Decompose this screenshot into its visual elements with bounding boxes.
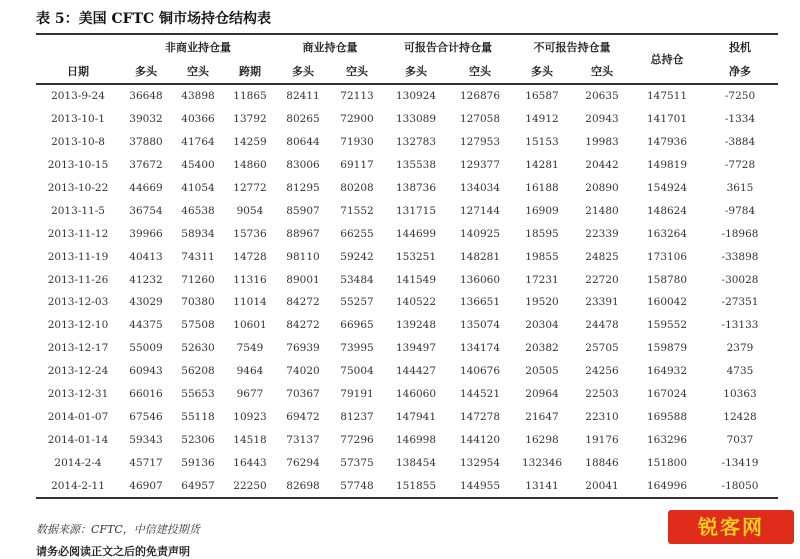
- table-cell: 43029: [129, 296, 163, 309]
- table-cell: 64957: [181, 479, 215, 492]
- table-cell: 77296: [340, 433, 374, 446]
- header-noncommercial: 非商业持仓量: [165, 41, 231, 54]
- table-cell: 22503: [585, 388, 619, 401]
- table-cell: 14281: [525, 159, 559, 172]
- table-cell: 22339: [585, 227, 619, 240]
- table-cell: 55257: [340, 296, 374, 309]
- table-cell: 132783: [395, 136, 437, 149]
- table-cell: 39032: [129, 113, 163, 126]
- table-cell: 76294: [286, 456, 320, 469]
- table-row: [36, 245, 778, 268]
- table-cell: 4735: [726, 365, 754, 378]
- table-cell: 164996: [646, 479, 688, 492]
- table-cell: 163296: [646, 433, 688, 446]
- table-cell: 19855: [525, 250, 559, 263]
- cell-date: 2014-01-07: [47, 410, 109, 423]
- table-cell: 9054: [236, 204, 264, 217]
- table-row: [36, 131, 778, 154]
- table-cell: 83006: [286, 159, 320, 172]
- table-cell: 56208: [181, 365, 215, 378]
- watermark-text: 锐客网: [698, 515, 764, 539]
- table-cell: 138736: [395, 182, 437, 194]
- table-cell: 13141: [525, 479, 559, 492]
- table-cell: 138454: [395, 456, 437, 469]
- cell-date: 2013-11-5: [51, 204, 105, 217]
- table-cell: 127144: [459, 204, 501, 217]
- table-cell: 13792: [233, 113, 267, 126]
- table-row: [36, 177, 778, 200]
- cell-date: 2013-10-8: [51, 136, 105, 149]
- table-cell: 84272: [286, 296, 320, 309]
- table-row: [36, 428, 778, 451]
- cell-date: 2013-10-22: [47, 182, 109, 194]
- table-row: [36, 314, 778, 337]
- cell-date: 2013-10-1: [51, 113, 105, 126]
- header-commercial: 商业持仓量: [302, 41, 358, 54]
- table-cell: 140676: [459, 365, 501, 378]
- table-cell: 21480: [585, 204, 619, 217]
- table-row: [36, 222, 778, 245]
- cell-date: 2014-2-4: [54, 456, 102, 469]
- header-blank: [36, 34, 120, 59]
- cell-date: 2013-12-03: [47, 296, 109, 309]
- table-cell: 41232: [129, 273, 163, 286]
- table-cell: 53484: [340, 273, 374, 286]
- cftc-copper-position-table: [36, 33, 778, 499]
- table-cell: 21647: [525, 410, 559, 423]
- table-cell: 20382: [525, 342, 559, 355]
- table-cell: 37880: [129, 136, 163, 149]
- table-cell: 80208: [340, 182, 374, 194]
- table-cell: 20505: [525, 365, 559, 378]
- table-cell: 14912: [525, 113, 559, 126]
- table-cell: 159552: [646, 319, 688, 332]
- table-cell: 40413: [129, 250, 163, 263]
- table-cell: 12428: [723, 410, 757, 423]
- table-cell: 59242: [340, 250, 374, 263]
- table-cell: 69117: [340, 159, 374, 172]
- table-cell: 14518: [233, 433, 267, 446]
- table-cell: 158780: [646, 273, 688, 286]
- table-row: [36, 337, 778, 360]
- table-cell: 153251: [395, 250, 437, 263]
- table-cell: 20964: [525, 388, 559, 401]
- table-cell: 14860: [233, 159, 267, 172]
- table-cell: 163264: [646, 227, 688, 240]
- table-cell: 44375: [129, 319, 163, 332]
- header-nc-spread: 跨期: [239, 65, 261, 78]
- table-cell: 24825: [585, 250, 619, 263]
- table-cell: 44669: [129, 182, 163, 194]
- table-cell: 58934: [181, 227, 215, 240]
- cell-date: 2013-12-17: [47, 342, 109, 355]
- table-cell: 169588: [646, 410, 688, 423]
- table-cell: -30028: [721, 273, 759, 286]
- table-cell: 7549: [236, 342, 264, 355]
- table-cell: 55118: [181, 410, 215, 423]
- table-cell: 16909: [525, 204, 559, 217]
- table-cell: 37672: [129, 159, 163, 172]
- table-row: [36, 199, 778, 222]
- table-cell: 59136: [181, 456, 215, 469]
- table-cell: 151800: [646, 456, 688, 469]
- table-cell: 147936: [646, 136, 688, 149]
- table-cell: 55653: [181, 388, 215, 401]
- table-cell: 11865: [233, 90, 267, 103]
- table-cell: 75004: [340, 365, 374, 378]
- table-cell: 14728: [233, 250, 267, 263]
- table-cell: 79191: [340, 388, 374, 401]
- table-cell: 160042: [646, 296, 688, 309]
- footer-disclaimer: 请务必阅读正文之后的免责声明: [36, 545, 190, 558]
- table-cell: 23391: [585, 296, 619, 309]
- table-cell: 71930: [340, 136, 374, 149]
- table-cell: 66016: [129, 388, 163, 401]
- table-cell: 173106: [646, 250, 688, 263]
- table-cell: 140925: [459, 227, 501, 240]
- table-cell: 16188: [525, 182, 559, 194]
- table-cell: 159879: [646, 342, 688, 355]
- table-cell: 136651: [459, 296, 501, 309]
- table-cell: 36754: [129, 204, 163, 217]
- table-cell: 52306: [181, 433, 215, 446]
- table-cell: 144120: [459, 433, 501, 446]
- header-nc-short: 空头: [187, 65, 209, 78]
- table-cell: 126876: [459, 90, 501, 103]
- table-cell: 144521: [459, 388, 501, 401]
- table-cell: 59343: [129, 433, 163, 446]
- table-cell: 80644: [286, 136, 320, 149]
- table-row: [36, 291, 778, 314]
- table-cell: -9784: [724, 204, 756, 217]
- table-cell: 135074: [459, 319, 501, 332]
- table-cell: 144699: [395, 227, 437, 240]
- cell-date: 2014-01-14: [47, 433, 109, 446]
- table-cell: 20635: [585, 90, 619, 103]
- table-cell: 139248: [395, 319, 437, 332]
- table-cell: -18968: [721, 227, 759, 240]
- table-cell: 81295: [286, 182, 320, 194]
- table-cell: 11014: [233, 296, 267, 309]
- table-cell: 41764: [181, 136, 215, 149]
- table-cell: 16443: [233, 456, 267, 469]
- table-cell: 45717: [129, 456, 163, 469]
- table-cell: 139497: [395, 342, 437, 355]
- table-cell: 19176: [585, 433, 619, 446]
- table-cell: 57748: [340, 479, 374, 492]
- table-cell: 14259: [233, 136, 267, 149]
- table-cell: 134174: [459, 342, 501, 355]
- table-cell: 66255: [340, 227, 374, 240]
- table-cell: 24478: [585, 319, 619, 332]
- table-cell: 148281: [459, 250, 501, 263]
- table-cell: 167024: [646, 388, 688, 401]
- table-cell: 22310: [585, 410, 619, 423]
- table-cell: 71552: [340, 204, 374, 217]
- header-c-long: 多头: [292, 65, 314, 78]
- table-cell: 70380: [181, 296, 215, 309]
- table-cell: 10363: [723, 388, 757, 401]
- header-r-short: 空头: [469, 65, 491, 78]
- table-cell: -1334: [724, 113, 756, 126]
- table-cell: 67546: [129, 410, 163, 423]
- table-cell: 22250: [233, 479, 267, 492]
- table-cell: 20442: [585, 159, 619, 172]
- table-cell: 72113: [340, 90, 374, 103]
- cell-date: 2013-11-12: [47, 227, 109, 240]
- table-cell: 45400: [181, 159, 215, 172]
- cell-date: 2013-11-26: [47, 273, 109, 286]
- header-nr-long: 多头: [531, 65, 553, 78]
- table-cell: 82411: [286, 90, 320, 103]
- table-cell: 39966: [129, 227, 163, 240]
- header-nr-short: 空头: [591, 65, 613, 78]
- table-cell: 55009: [129, 342, 163, 355]
- table-row: [36, 451, 778, 474]
- table-cell: 147511: [646, 90, 688, 103]
- table-cell: 18846: [585, 456, 619, 469]
- watermark-logo: [668, 510, 794, 544]
- cell-date: 2013-9-24: [51, 90, 105, 103]
- table-cell: -3884: [724, 136, 756, 149]
- table-cell: 132346: [521, 456, 563, 469]
- table-cell: 15153: [525, 136, 559, 149]
- table-cell: 18595: [525, 227, 559, 240]
- table-cell: 20890: [585, 182, 619, 194]
- table-cell: 89001: [286, 273, 320, 286]
- table-cell: 9677: [236, 388, 264, 401]
- table-cell: 19983: [585, 136, 619, 149]
- table-cell: 85907: [286, 204, 320, 217]
- table-cell: 140522: [395, 296, 437, 309]
- table-cell: 141549: [395, 273, 437, 286]
- table-cell: 129377: [459, 159, 501, 172]
- data-source-note: 数据来源：CFTC，中信建投期货: [36, 523, 200, 536]
- table-cell: 146998: [395, 433, 437, 446]
- table-cell: 69472: [286, 410, 320, 423]
- table-cell: -18050: [721, 479, 759, 492]
- table-cell: 70367: [286, 388, 320, 401]
- table-cell: 82698: [286, 479, 320, 492]
- table-cell: 43898: [181, 90, 215, 103]
- table-cell: 144427: [395, 365, 437, 378]
- table-cell: 148624: [646, 204, 688, 217]
- table-cell: 57375: [340, 456, 374, 469]
- table-cell: 2379: [726, 342, 754, 355]
- table-row: [36, 474, 778, 498]
- table-row: [36, 383, 778, 406]
- table-header: [36, 34, 778, 84]
- header-spec-net-line1: 投机: [729, 41, 751, 54]
- table-cell: 135538: [395, 159, 437, 172]
- cell-date: 2013-10-15: [47, 159, 109, 172]
- table-cell: 136060: [459, 273, 501, 286]
- table-cell: 52630: [181, 342, 215, 355]
- table-cell: 46907: [129, 479, 163, 492]
- table-row: [36, 154, 778, 177]
- table-row: [36, 268, 778, 291]
- table-cell: 60943: [129, 365, 163, 378]
- table-cell: 19520: [525, 296, 559, 309]
- cell-date: 2014-2-11: [51, 479, 105, 492]
- table-row: [36, 108, 778, 131]
- table-cell: 98110: [286, 250, 320, 263]
- cell-date: 2013-11-19: [47, 250, 109, 263]
- table-cell: 141701: [646, 113, 688, 126]
- table-cell: -7728: [724, 159, 756, 172]
- table-cell: 16298: [525, 433, 559, 446]
- table-cell: 20943: [585, 113, 619, 126]
- table-cell: 130924: [395, 90, 437, 103]
- table-cell: 10923: [233, 410, 267, 423]
- cell-date: 2013-12-31: [47, 388, 109, 401]
- header-spec-net-line2: 净多: [729, 65, 751, 78]
- table-cell: 46538: [181, 204, 215, 217]
- table-cell: 74311: [181, 250, 215, 263]
- table-cell: 9464: [236, 365, 264, 378]
- table-cell: 147941: [395, 410, 437, 423]
- cftc-table-container: [36, 33, 778, 499]
- table-cell: 131715: [395, 204, 437, 217]
- table-body: [36, 84, 778, 498]
- header-total-oi: 总持仓: [650, 53, 684, 66]
- header-date: 日期: [67, 65, 89, 78]
- table-cell: 80265: [286, 113, 320, 126]
- table-cell: 154924: [646, 182, 688, 194]
- table-cell: 3615: [726, 182, 754, 194]
- table-cell: 149819: [646, 159, 688, 172]
- table-cell: 73995: [340, 342, 374, 355]
- table-cell: -13419: [721, 456, 759, 469]
- table-cell: 164932: [646, 365, 688, 378]
- table-cell: -7250: [724, 90, 756, 103]
- table-cell: 81237: [340, 410, 374, 423]
- header-nonreportable: 不可报告持仓量: [533, 41, 611, 54]
- table-cell: 40366: [181, 113, 215, 126]
- table-cell: 22720: [585, 273, 619, 286]
- table-cell: 133089: [395, 113, 437, 126]
- table-cell: 144955: [459, 479, 501, 492]
- table-cell: 134034: [459, 182, 501, 194]
- table-cell: 66965: [340, 319, 374, 332]
- table-cell: 20304: [525, 319, 559, 332]
- table-cell: 73137: [286, 433, 320, 446]
- table-cell: 12772: [233, 182, 267, 194]
- table-row: [36, 84, 778, 108]
- table-cell: 57508: [181, 319, 215, 332]
- table-cell: 88967: [286, 227, 320, 240]
- table-cell: 72900: [340, 113, 374, 126]
- table-cell: 84272: [286, 319, 320, 332]
- table-cell: 132954: [459, 456, 501, 469]
- table-cell: 17231: [525, 273, 559, 286]
- table-cell: 11316: [233, 273, 267, 286]
- table-cell: 15736: [233, 227, 267, 240]
- table-row: [36, 360, 778, 383]
- table-title: 表 5：美国 CFTC 铜市场持仓结构表: [36, 11, 272, 27]
- table-cell: 41054: [181, 182, 215, 194]
- table-cell: -33898: [721, 250, 759, 263]
- table-cell: 127058: [459, 113, 501, 126]
- table-row: [36, 405, 778, 428]
- table-cell: 74020: [286, 365, 320, 378]
- table-cell: 71260: [181, 273, 215, 286]
- table-cell: 36648: [129, 90, 163, 103]
- table-cell: 146060: [395, 388, 437, 401]
- table-cell: 25705: [585, 342, 619, 355]
- table-cell: 10601: [233, 319, 267, 332]
- table-cell: 147278: [459, 410, 501, 423]
- table-cell: 76939: [286, 342, 320, 355]
- table-cell: 7037: [726, 433, 754, 446]
- header-nc-long: 多头: [135, 65, 157, 78]
- table-cell: 24256: [585, 365, 619, 378]
- table-cell: -13133: [721, 319, 759, 332]
- header-r-long: 多头: [405, 65, 427, 78]
- table-cell: 151855: [395, 479, 437, 492]
- cell-date: 2013-12-10: [47, 319, 109, 332]
- table-cell: -27351: [721, 296, 759, 309]
- table-cell: 20041: [585, 479, 619, 492]
- header-reportable: 可报告合计持仓量: [404, 41, 492, 54]
- header-c-short: 空头: [346, 65, 368, 78]
- table-cell: 16587: [525, 90, 559, 103]
- table-cell: 127953: [459, 136, 501, 149]
- cell-date: 2013-12-24: [47, 365, 109, 378]
